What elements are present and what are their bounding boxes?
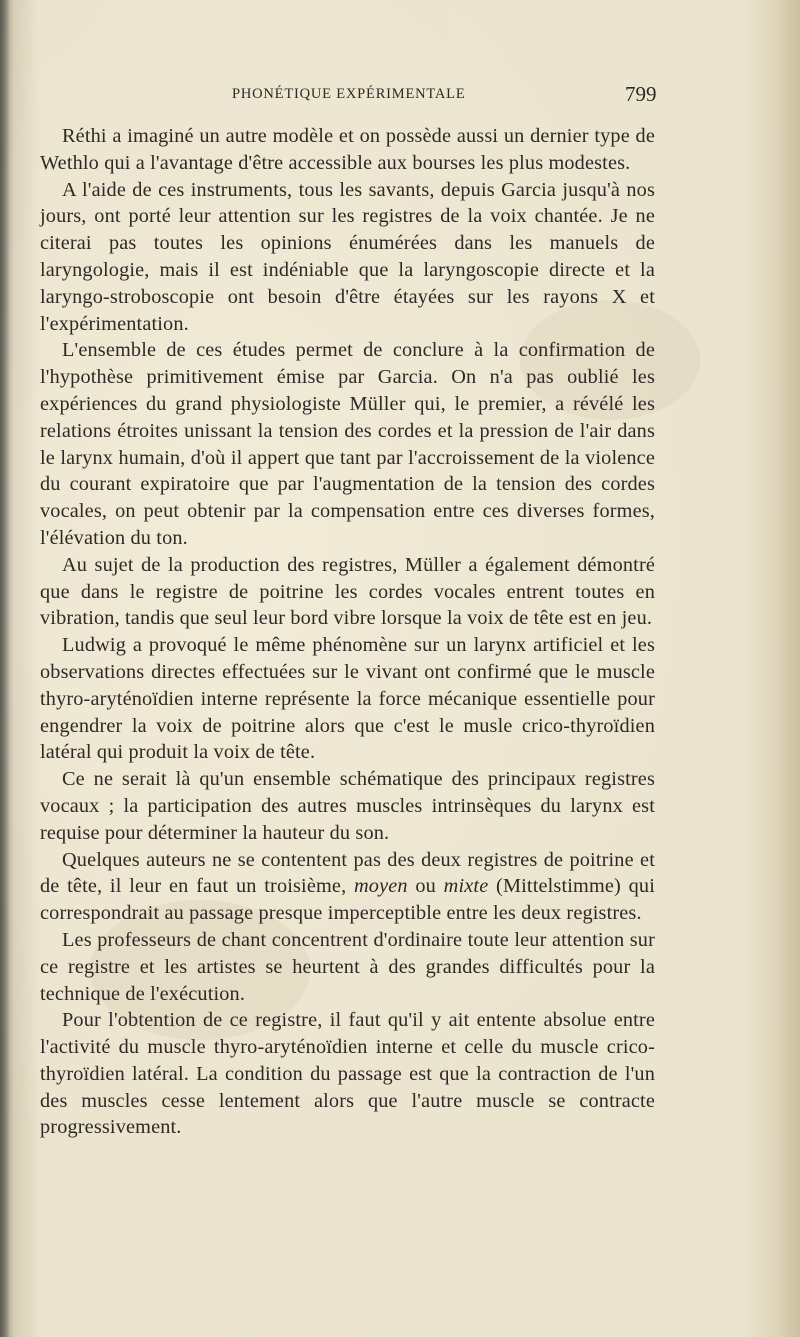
paragraph: Réthi a imaginé un autre modèle et on possède aussi un dernier type de Wethlo qui a l'avantage d'être accessible aux bourses les plus modestes. [40, 125, 655, 174]
paragraph: A l'aide de ces instruments, tous les savants, depuis Garcia jusqu'à nos jours, ont porté leur attention sur les registres de la voix chantée. Je ne citerai pas toutes les opinions énumérées dans les manuels de laryngologie, mais il est indéniable que la laryngoscopie directe et la laryngo-stroboscopie ont besoin d'être étayées sur les rayons X et l'expérimentation. [40, 178, 655, 335]
paragraph-text: ou [407, 875, 444, 898]
paragraph: Les professeurs de chant concentrent d'ordinaire toute leur attention sur ce registre et les artistes se heurtent à des grandes difficultés pour la technique de l'exécution. [40, 928, 655, 1005]
body-text [40, 123, 655, 1141]
paragraph [40, 847, 655, 927]
paragraph: Pour l'obtention de ce registre, il faut qu'il y ait entente absolue entre l'activité du muscle thyro-aryténoïdien interne et celle du muscle crico-thyroïdien latéral. La condition du passage est que la contraction de l'un des muscles cesse lentement alors que l'autre muscle se contracte progressivement. [40, 1009, 655, 1139]
italic-term-mixte: mixte [443, 875, 489, 898]
page-number: 799 [625, 82, 657, 106]
running-title: PHONÉTIQUE EXPÉRIMENTALE [232, 86, 466, 102]
page-gutter-shadow [0, 0, 10, 1337]
paragraph: Ludwig a provoqué le même phénomène sur un larynx artificiel et les observations directes effectuées sur le vivant ont confirmé que le muscle thyro-aryténoïdien interne représente la force mécanique essentielle pour engendrer la voix de poitrine alors que c'est le musle crico-thyroïdien latéral qui produit la voix de tête. [40, 634, 655, 764]
paragraph-text: (Mittelstimme) qui correspondrait au passage presque imperceptible entre les deux registres. [40, 875, 655, 925]
paragraph: Au sujet de la production des registres, Müller a également démontré que dans le registre de poitrine les cordes vocales entrent toutes en vibration, tandis que seul leur bord vibre lorsque la voix de tête est en jeu. [40, 553, 655, 630]
paragraph: L'ensemble de ces études permet de conclure à la confirmation de l'hypothèse primitivement émise par Garcia. On n'a pas oublié les expériences du grand physiologiste Müller qui, le premier, a révélé les relations étroites unissant la tension des cordes et la pression de l'air dans le larynx humain, d'où il appert que tant par l'accroissement de la violence du courant expiratoire que par l'augmentation de la tension des cordes vocales, on peut obtenir par la compensation entre ces diverses formes, l'élévation du ton. [40, 339, 655, 549]
paragraph-text: Quelques auteurs ne se contentent pas des deux registres de poitrine et de tête, il leur en faut un troisième, [40, 848, 655, 898]
paragraph: Ce ne serait là qu'un ensemble schématique des principaux registres vocaux ; la participation des autres muscles intrinsèques du larynx est requise pour déterminer la hauteur du son. [40, 768, 655, 844]
running-header [0, 82, 800, 110]
italic-term-moyen: moyen [354, 875, 408, 898]
